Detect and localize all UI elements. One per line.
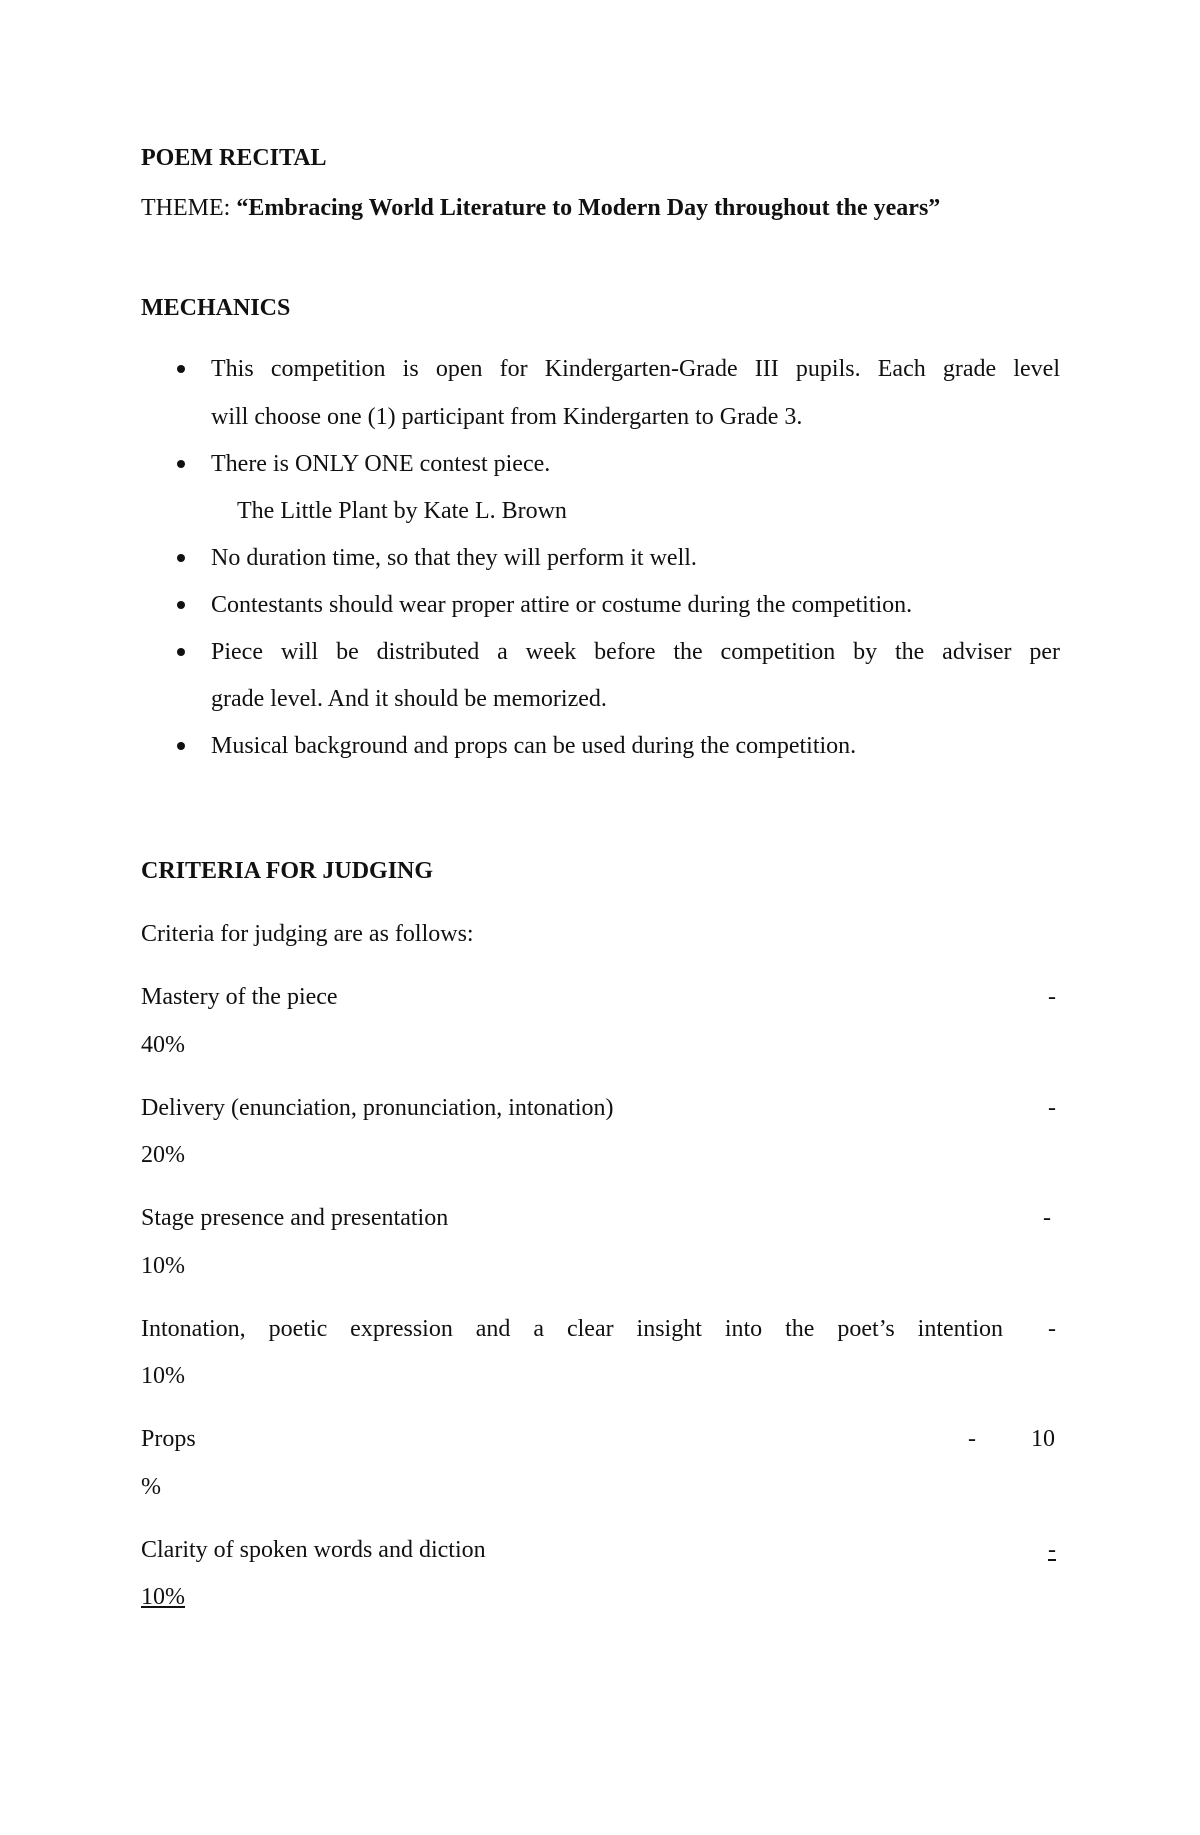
criteria-dash: - [1048,984,1056,1010]
mechanics-item-1-line1: This competition is open for Kindergarten-Grade III pupils. Each grade level [211,356,1060,382]
criteria-percent: 10% [141,1253,185,1279]
criteria-dash: - [1043,1205,1051,1231]
mechanics-item-4-line1: Contestants should wear proper attire or costume during the competition. [211,592,913,618]
mechanics-item-3-line1: No duration time, so that they will perform it well. [211,545,697,571]
criteria-label: Stage presence and presentation [141,1205,449,1231]
criteria-percent: % [141,1474,161,1500]
criteria-dash: - [1048,1537,1056,1563]
criteria-intro: Criteria for judging are as follows: [141,921,474,947]
contest-piece-title: The Little Plant by Kate L. Brown [237,498,567,524]
mechanics-item-1-line2: will choose one (1) participant from Kindergarten to Grade 3. [211,404,803,430]
theme-line [141,194,940,222]
bullet-dot [177,648,185,656]
bullet-dot [177,554,185,562]
document-title: POEM RECITAL [141,145,327,171]
bullet-dot [177,460,185,468]
criteria-dash: - [1048,1095,1056,1121]
mechanics-heading: MECHANICS [141,295,291,321]
criteria-label: Mastery of the piece [141,984,338,1010]
criteria-percent: 10% [141,1363,185,1389]
bullet-dot [177,742,185,750]
criteria-value: 10 [1031,1426,1055,1452]
criteria-label: Clarity of spoken words and diction [141,1537,486,1563]
criteria-heading: CRITERIA FOR JUDGING [141,858,434,884]
criteria-label: Delivery (enunciation, pronunciation, intonation) [141,1095,614,1121]
theme-label: THEME: [141,195,237,221]
criteria-dash: - [968,1426,976,1452]
mechanics-item-5-line1: Piece will be distributed a week before the competition by the adviser per [211,639,1060,665]
mechanics-item-2-line1: There is ONLY ONE contest piece. [211,451,551,477]
criteria-dash: - [1048,1316,1056,1342]
theme-text: “Embracing World Literature to Modern Day throughout the years” [236,195,941,221]
criteria-percent: 20% [141,1142,185,1168]
criteria-label: Intonation, poetic expression and a clear insight into the poet’s intention [141,1316,1003,1342]
criteria-percent: 40% [141,1032,185,1058]
bullet-dot [177,601,185,609]
bullet-dot [177,365,185,373]
mechanics-item-5-line2: grade level. And it should be memorized. [211,686,607,712]
mechanics-item-6-line1: Musical background and props can be used during the competition. [211,733,857,759]
criteria-label: Props [141,1426,196,1452]
criteria-percent: 10% [141,1584,185,1610]
